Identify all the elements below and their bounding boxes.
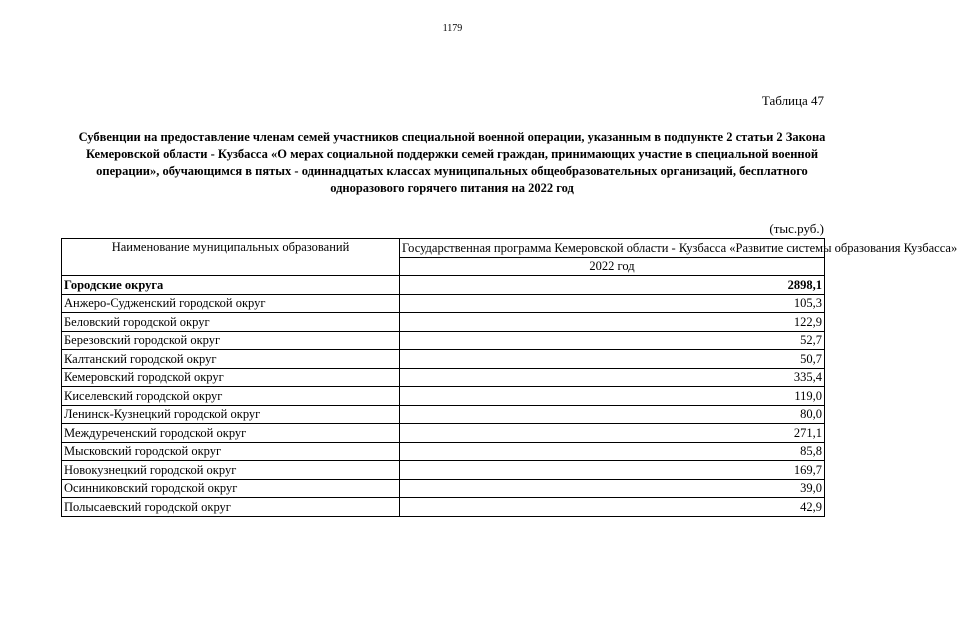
- row-municipality: Мысковский городской округ: [62, 442, 400, 461]
- row-amount: 42,9: [400, 498, 825, 517]
- row-amount: 119,0: [400, 387, 825, 406]
- page-number: 1179: [442, 23, 463, 34]
- row-amount: 52,7: [400, 331, 825, 350]
- row-municipality: Калтанский городской округ: [62, 350, 400, 369]
- table-row: [62, 442, 825, 461]
- row-amount: 169,7: [400, 461, 825, 480]
- table-header-row: [62, 239, 825, 258]
- table-label: Таблица 47: [761, 93, 824, 108]
- subsidy-table: [61, 238, 957, 517]
- row-municipality: Междуреченский городской округ: [62, 424, 400, 443]
- table-row: [62, 276, 825, 295]
- row-municipality: Полысаевский городской округ: [62, 498, 400, 517]
- table-row: [62, 313, 825, 332]
- row-amount: 2898,1: [400, 276, 825, 295]
- row-amount: 271,1: [400, 424, 825, 443]
- table-row: [62, 350, 825, 369]
- table-row: [62, 387, 825, 406]
- row-municipality: Городские округа: [62, 276, 400, 295]
- row-amount: 80,0: [400, 405, 825, 424]
- row-municipality: Березовский городской округ: [62, 331, 400, 350]
- row-amount: 85,8: [400, 442, 825, 461]
- table-row: [62, 368, 825, 387]
- row-municipality: Новокузнецкий городской округ: [62, 461, 400, 480]
- table-title: Субвенции на предоставление членам семей участников специальной военной операции, указанным в подпункте 2 статьи 2 Закона Кемеровской области - Кузбасса «О мерах социальной поддержки семей граждан, принимающих участие в специальной военной операции», обучающимся в пятых - одиннадцатых классах муниципальных общеобразовательных организаций, бесплатного одноразового горячего питания на 2022 год: [78, 130, 826, 195]
- table-row: [62, 424, 825, 443]
- row-municipality: Кемеровский городской округ: [62, 368, 400, 387]
- row-municipality: Анжеро-Судженский городской округ: [62, 294, 400, 313]
- table-row: [62, 479, 825, 498]
- row-amount: 105,3: [400, 294, 825, 313]
- table-body: [62, 276, 825, 517]
- row-amount: 39,0: [400, 479, 825, 498]
- table-row: [62, 294, 825, 313]
- table-row: [62, 331, 825, 350]
- header-year: 2022 год: [400, 257, 825, 276]
- row-amount: 122,9: [400, 313, 825, 332]
- header-municipality-name: Наименование муниципальных образований: [62, 239, 400, 276]
- table-row: [62, 461, 825, 480]
- row-municipality: Киселевский городской округ: [62, 387, 400, 406]
- row-municipality: Ленинск-Кузнецкий городской округ: [62, 405, 400, 424]
- row-amount: 335,4: [400, 368, 825, 387]
- unit-label: (тыс.руб.): [769, 221, 824, 236]
- table-row: [62, 405, 825, 424]
- row-municipality: Беловский городской округ: [62, 313, 400, 332]
- header-program: Государственная программа Кемеровской области - Кузбасса «Развитие системы образования Кузбасса»: [400, 239, 825, 258]
- row-amount: 50,7: [400, 350, 825, 369]
- table-row: [62, 498, 825, 517]
- row-municipality: Осинниковский городской округ: [62, 479, 400, 498]
